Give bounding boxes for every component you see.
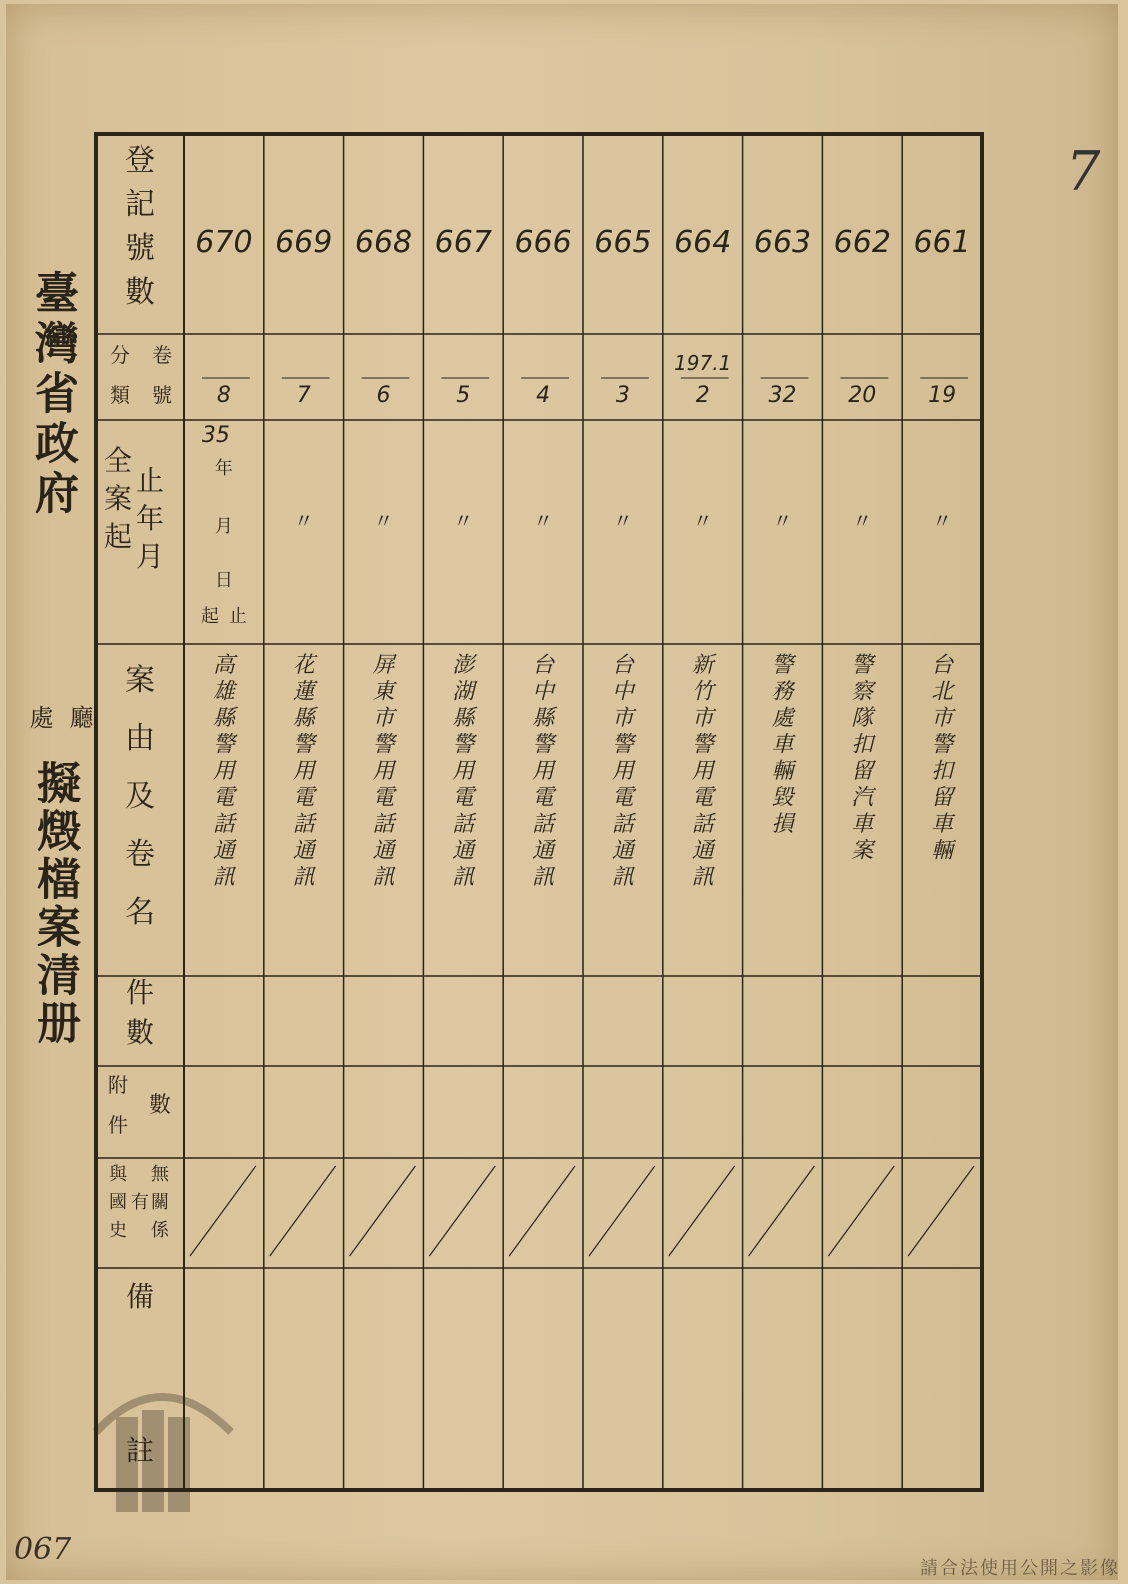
volume-number: 3 bbox=[615, 383, 630, 408]
case-subject: 蓮 bbox=[292, 679, 315, 705]
case-subject: 務 bbox=[771, 679, 794, 705]
case-subject: 訊 bbox=[611, 865, 634, 890]
header-history: 無 bbox=[151, 1164, 169, 1185]
case-subject: 市 bbox=[691, 706, 714, 731]
case-subject: 輛 bbox=[931, 838, 954, 864]
case-subject: 扣 bbox=[851, 732, 874, 758]
case-subject: 警 bbox=[212, 732, 235, 758]
office-label-right: 廳 bbox=[65, 705, 93, 729]
case-subject: 雄 bbox=[212, 679, 235, 705]
header-vol-label: 卷 bbox=[152, 343, 172, 367]
case-subject: 用 bbox=[532, 759, 555, 784]
volume-number: 5 bbox=[456, 383, 471, 408]
period-label: 止 bbox=[228, 606, 247, 627]
case-subject: 警 bbox=[931, 732, 954, 758]
period-ditto: 〃 bbox=[932, 509, 953, 533]
case-subject: 縣 bbox=[532, 706, 555, 731]
case-subject: 用 bbox=[611, 759, 634, 784]
case-subject: 台 bbox=[611, 653, 634, 678]
case-subject: 訊 bbox=[452, 865, 475, 890]
case-subject: 縣 bbox=[292, 706, 315, 731]
history-slash bbox=[270, 1166, 336, 1256]
period-ditto: 〃 bbox=[293, 509, 314, 533]
header-history: 與 bbox=[109, 1164, 127, 1185]
case-subject: 電 bbox=[611, 785, 634, 811]
history-slash bbox=[589, 1166, 655, 1256]
history-slash bbox=[669, 1166, 735, 1256]
sub-title: 擬燬檔案清册 bbox=[29, 760, 80, 1048]
reg-number: 667 bbox=[434, 225, 492, 260]
case-subject: 話 bbox=[691, 812, 714, 837]
case-subject: 澎 bbox=[452, 653, 475, 678]
header-period: 止 bbox=[135, 464, 165, 497]
header-period: 月 bbox=[135, 540, 165, 573]
case-subject: 用 bbox=[372, 759, 395, 784]
case-subject: 訊 bbox=[212, 865, 235, 890]
history-slash bbox=[828, 1166, 894, 1256]
volume-number: 4 bbox=[536, 383, 551, 408]
period-label: 年 bbox=[214, 458, 233, 479]
header-remarks: 註 bbox=[125, 1434, 155, 1467]
header-period: 起 bbox=[103, 520, 133, 553]
case-subject: 市 bbox=[931, 706, 954, 731]
case-subject: 屏 bbox=[372, 653, 395, 678]
history-slash bbox=[749, 1166, 815, 1256]
header-attach-label: 附 bbox=[108, 1073, 128, 1097]
header-subject: 由 bbox=[125, 721, 155, 756]
header-count: 數 bbox=[125, 1016, 155, 1049]
case-subject: 新 bbox=[691, 653, 714, 678]
case-subject: 電 bbox=[212, 785, 235, 811]
case-subject: 縣 bbox=[452, 706, 475, 731]
case-subject: 高 bbox=[212, 653, 235, 678]
case-subject: 中 bbox=[611, 679, 634, 705]
case-subject: 通 bbox=[611, 838, 634, 864]
header-history: 關 bbox=[151, 1192, 169, 1213]
office-label-left: 處 bbox=[25, 705, 53, 729]
case-subject: 車 bbox=[851, 812, 874, 837]
reg-number: 666 bbox=[514, 225, 572, 260]
case-subject: 市 bbox=[372, 706, 395, 731]
case-subject: 用 bbox=[691, 759, 714, 784]
header-history: 國 bbox=[109, 1192, 127, 1213]
case-subject: 警 bbox=[532, 732, 555, 758]
header-period: 案 bbox=[103, 482, 133, 515]
period-label: 起 bbox=[200, 606, 219, 627]
case-subject: 通 bbox=[532, 838, 555, 864]
case-subject: 訊 bbox=[532, 865, 555, 890]
history-slash bbox=[190, 1166, 256, 1256]
volume-number: 7 bbox=[296, 383, 311, 408]
period-ditto: 〃 bbox=[772, 509, 793, 533]
header-attach-label: 件 bbox=[108, 1113, 128, 1137]
reg-number: 668 bbox=[354, 225, 413, 260]
case-subject: 電 bbox=[691, 785, 714, 811]
header-period: 全 bbox=[103, 444, 133, 477]
header-reg-no: 號 bbox=[125, 231, 155, 266]
reg-number: 661 bbox=[913, 225, 971, 260]
case-subject: 電 bbox=[372, 785, 395, 811]
case-subject: 訊 bbox=[691, 865, 714, 890]
period-ditto: 〃 bbox=[453, 509, 474, 533]
case-subject: 警 bbox=[851, 653, 874, 678]
header-subject: 卷 bbox=[125, 837, 155, 872]
case-subject: 竹 bbox=[691, 679, 714, 705]
case-subject: 縣 bbox=[212, 706, 235, 731]
org-title: 臺灣省政府 bbox=[27, 270, 78, 520]
header-class-label: 類 bbox=[110, 383, 130, 407]
case-subject: 車 bbox=[771, 732, 794, 758]
case-subject: 警 bbox=[292, 732, 315, 758]
case-subject: 台 bbox=[931, 653, 954, 678]
period-ditto: 〃 bbox=[852, 509, 873, 533]
case-subject: 通 bbox=[691, 838, 714, 864]
volume-number: 2 bbox=[695, 383, 710, 408]
case-subject: 話 bbox=[212, 812, 235, 837]
case-subject: 案 bbox=[851, 838, 874, 864]
history-slash bbox=[429, 1166, 495, 1256]
case-subject: 市 bbox=[611, 706, 634, 731]
reg-number: 669 bbox=[275, 225, 333, 260]
header-period: 年 bbox=[135, 502, 165, 535]
case-subject: 通 bbox=[292, 838, 315, 864]
case-subject: 警 bbox=[771, 653, 794, 678]
case-subject: 損 bbox=[771, 812, 794, 837]
period-ditto: 〃 bbox=[373, 509, 394, 533]
header-subject: 名 bbox=[125, 895, 155, 930]
case-subject: 北 bbox=[931, 679, 954, 705]
case-subject: 湖 bbox=[452, 679, 475, 705]
case-subject: 用 bbox=[452, 759, 475, 784]
header-reg-no: 登 bbox=[125, 143, 155, 178]
volume-number: 19 bbox=[928, 383, 957, 408]
header-remarks: 備 bbox=[125, 1280, 155, 1313]
reg-number: 663 bbox=[753, 225, 812, 260]
case-subject: 話 bbox=[372, 812, 395, 837]
case-subject: 用 bbox=[212, 759, 235, 784]
volume-number: 8 bbox=[216, 383, 231, 408]
case-subject: 扣 bbox=[931, 759, 954, 784]
reg-number: 662 bbox=[833, 225, 891, 260]
volume-number: 6 bbox=[376, 383, 391, 408]
case-subject: 電 bbox=[292, 785, 315, 811]
case-subject: 警 bbox=[452, 732, 475, 758]
header-count: 件 bbox=[125, 976, 155, 1009]
footer-note: 請合法使用公開之影像 bbox=[920, 1558, 1120, 1579]
page-number: 067 bbox=[14, 1532, 72, 1567]
case-subject: 汽 bbox=[851, 785, 874, 811]
header-vol-label: 號 bbox=[152, 383, 172, 407]
case-subject: 話 bbox=[292, 812, 315, 837]
top-mark: 7 bbox=[1066, 140, 1101, 203]
reg-number: 670 bbox=[195, 225, 253, 260]
case-subject: 通 bbox=[452, 838, 475, 864]
header-history: 有 bbox=[131, 1192, 149, 1213]
case-subject: 訊 bbox=[372, 865, 395, 890]
history-slash bbox=[908, 1166, 974, 1256]
period-ditto: 〃 bbox=[692, 509, 713, 533]
history-slash bbox=[350, 1166, 416, 1256]
case-subject: 通 bbox=[372, 838, 395, 864]
period-label: 日 bbox=[214, 570, 233, 591]
period-label: 月 bbox=[214, 516, 233, 537]
case-subject: 通 bbox=[212, 838, 235, 864]
volume-number: 32 bbox=[768, 383, 797, 408]
case-subject: 處 bbox=[771, 706, 794, 731]
class-number: 197.1 bbox=[674, 351, 732, 375]
case-subject: 電 bbox=[452, 785, 475, 811]
header-reg-no: 記 bbox=[125, 187, 155, 222]
reg-number: 664 bbox=[674, 225, 732, 260]
history-slash bbox=[509, 1166, 575, 1256]
case-subject: 電 bbox=[532, 785, 555, 811]
case-subject: 用 bbox=[292, 759, 315, 784]
case-subject: 留 bbox=[931, 785, 954, 811]
header-history: 係 bbox=[151, 1220, 169, 1241]
case-subject: 車 bbox=[931, 812, 954, 837]
case-subject: 警 bbox=[691, 732, 714, 758]
header-attach-count: 數 bbox=[148, 1093, 172, 1118]
period-ditto: 〃 bbox=[533, 509, 554, 533]
period-ditto: 〃 bbox=[612, 509, 633, 533]
case-subject: 話 bbox=[452, 812, 475, 837]
case-subject: 留 bbox=[851, 759, 874, 784]
case-subject: 警 bbox=[611, 732, 634, 758]
header-class-label: 分 bbox=[110, 343, 130, 367]
reg-number: 665 bbox=[594, 225, 652, 260]
header-history: 史 bbox=[109, 1220, 127, 1241]
case-subject: 花 bbox=[292, 653, 315, 678]
volume-number: 20 bbox=[848, 383, 877, 408]
case-subject: 警 bbox=[372, 732, 395, 758]
case-subject: 輛 bbox=[771, 759, 794, 784]
case-subject: 話 bbox=[532, 812, 555, 837]
case-subject: 毀 bbox=[771, 785, 794, 811]
case-subject: 隊 bbox=[851, 706, 874, 731]
header-subject: 及 bbox=[125, 779, 155, 814]
period-year: 35 bbox=[201, 423, 230, 448]
case-subject: 台 bbox=[532, 653, 555, 678]
header-reg-no: 數 bbox=[125, 275, 155, 310]
case-subject: 東 bbox=[372, 679, 395, 705]
case-subject: 中 bbox=[532, 679, 555, 705]
header-subject: 案 bbox=[125, 663, 155, 698]
case-subject: 訊 bbox=[292, 865, 315, 890]
case-subject: 察 bbox=[851, 679, 874, 705]
case-subject: 話 bbox=[611, 812, 634, 837]
